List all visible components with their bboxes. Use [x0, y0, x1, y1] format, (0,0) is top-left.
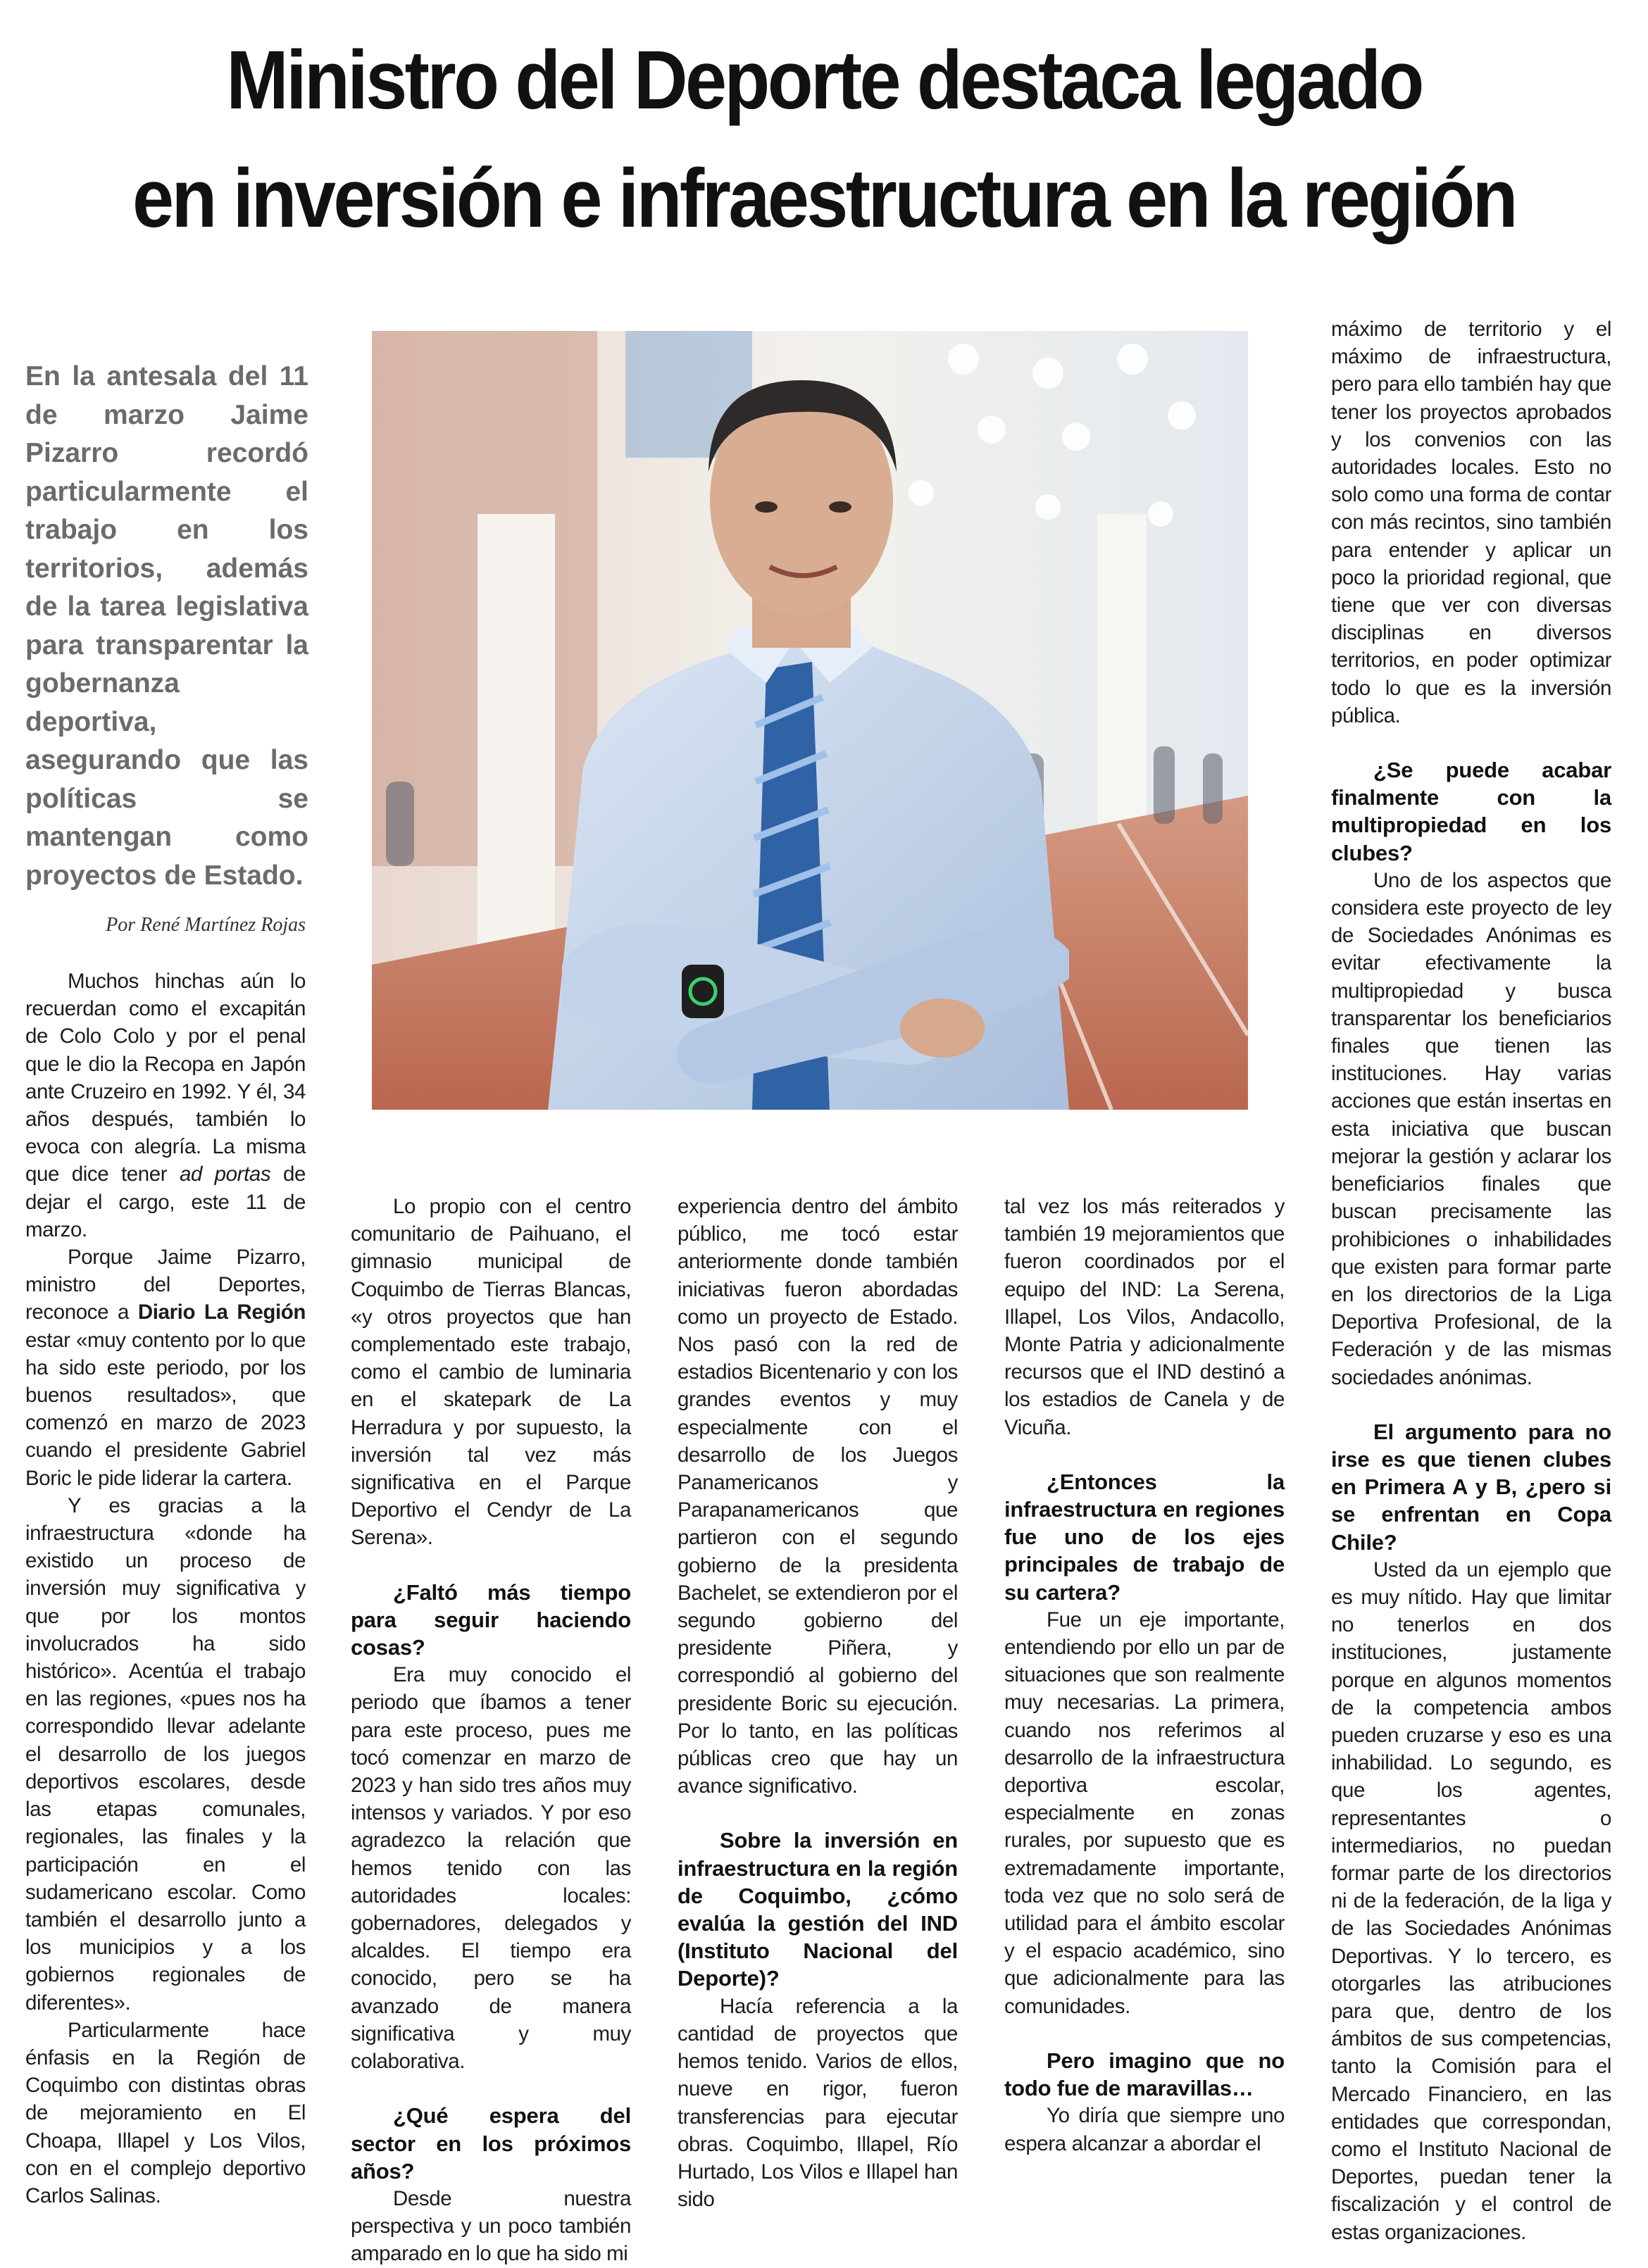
portrait-photo	[372, 331, 1248, 1110]
paragraph: Muchos hinchas aún lo recuerdan como el excapitán de Colo Colo y por el penal que le dio la Recopa en Japón ante Cruzeiro en 1992. Y él, 34 años después, también lo evoca con alegría. La misma que dice tener ad portas de dejar el cargo, este 11 de marzo.	[25, 970, 306, 1241]
paragraph: Lo propio con el centro comunitario de Paihuano, el gimnasio municipal de Coquimbo de Tierras Blancas, «y otros proyectos que han complementado este trabajo, como el cambio de luminaria en el skatepark de La Herradura y por supuesto, la inversión tal vez más significativa en el Parque Deportivo el Cendyr de La Serena».	[351, 1195, 631, 1550]
interview-answer-continued: máximo de territorio y el máximo de infraestructura, pero para ello también hay que tener los proyectos aprobados y los convenios con las autoridades locales. Esto no solo como una forma de contar con más recintos, sino también para entender y aplicar un poco la prioridad regional, que tiene que ver con diversas disciplinas en diversos territorios, en poder optimizar todo lo que es la inversión pública.	[1331, 318, 1611, 727]
interview-question: ¿Entonces la infraestructura en regiones fue uno de los ejes principales de trabajo de su cartera?	[1004, 1469, 1285, 1605]
headline-line-1: Ministro del Deporte destaca legado	[226, 34, 1422, 127]
portrait-illustration	[372, 331, 1248, 1110]
article-column-2	[351, 1193, 631, 2268]
interview-answer: Uno de los aspectos que considera este proyecto de ley de Sociedades Anónimas es evitar efectivamente la multipropiedad y busca transparentar los beneficiarios finales que tienen las instituciones. Hay varias acciones que están insertas en esta iniciativa que buscan mejorar la gestión y aclarar los beneficiarios finales que buscan precisamente las prohibiciones o inhabilidades que existen para formar parte en los directorios de la Liga Deportiva Profesional, de la Federación y de las mismas sociedades anónimas.	[1331, 868, 1611, 1389]
interview-answer: Fue un eje importante, entendiendo por ello un par de situaciones que son realmente muy necesarias. La primera, cuando nos referimos al desarrollo de la infraestructura deportiva escolar, especialmente en zonas rurales, por supuesto que es extremadamente importante, toda vez que no solo será de utilidad para el ámbito escolar y el espacio académico, sino que adicionalmente para las comunidades.	[1004, 1608, 1285, 2018]
article-column-1	[25, 967, 306, 2210]
interview-question: Pero imagino que no todo fue de maravillas…	[1004, 2048, 1285, 2101]
interview-answer: Yo diría que siempre uno espera alcanzar a abordar el	[1004, 2104, 1285, 2155]
interview-answer: Hacía referencia a la cantidad de proyectos que hemos tenido. Varios de ellos, nueve en rigor, fueron transferencias para ejecutar obras. Coquimbo, Illapel, Río Hurtado, Los Vilos e Illapel han sido	[678, 1994, 958, 2212]
interview-answer: Era muy conocido el periodo que íbamos a tener para este proceso, pues me tocó comenzar en marzo de 2023 y han sido tres años muy intensos y variados. Y por eso agradezco la relación que hemos tenido con las autoridades locales: gobernadores, delegados y alcaldes. El tiempo era conocido, pero se ha avanzado de manera significativa y muy colaborativa.	[351, 1663, 631, 2074]
interview-question: ¿Faltó más tiempo para seguir haciendo cosas?	[351, 1579, 631, 1660]
headline-line-2: en inversión e infraestructura en la región	[132, 152, 1516, 245]
paragraph: Particularmente hace énfasis en la Región de Coquimbo con distintas obras de mejoramiento en El Choapa, Illapel y Los Vilos, con en el complejo deportivo Carlos Salinas.	[25, 2018, 306, 2207]
headline	[108, 21, 1540, 258]
paragraph: Porque Jaime Pizarro, ministro del Deportes, reconoce a Diario La Región estar «muy contento por lo que ha sido este periodo, por los buenos resultados», que comenzó en marzo de 2023 cuando el presidente Gabriel Boric le pide liderar la cartera.	[25, 1246, 306, 1490]
interview-answer: Desde nuestra perspectiva y un poco también amparado en lo que ha sido mi	[351, 2186, 631, 2266]
article-column-4	[1004, 1193, 1285, 2157]
article-column-5	[1331, 315, 1611, 2246]
interview-question: ¿Qué espera del sector en los próximos años?	[351, 2103, 631, 2184]
interview-answer: Usted da un ejemplo que es muy nítido. Hay que limitar no tenerlos en dos instituciones, justamente porque en algunos momentos de la competencia ambos pueden cruzarse y eso es una inhabilidad. Lo segundo, es que los agentes, representantes o intermediarios, no puedan formar parte de los directorios ni de la federación, de la liga y de las Sociedades Anónimas Deportivas. Y lo tercero, es otorgarles las atribuciones para que, dentro de los ámbitos de sus competencias, tanto la Comisión para el Mercado Financiero, en las entidades que correspondan, como el Instituto Nacional de Deportes, puedan tener la fiscalización y el control de estas organizaciones.	[1331, 1558, 1611, 2244]
article-column-3	[678, 1193, 958, 2213]
interview-answer-continued: tal vez los más reiterados y también 19 mejoramientos que fueron coordinados por el equipo del IND: La Serena, Illapel, Los Vilos, Andacollo, Monte Patria y adicionalmente recursos que el IND destinó a los estadios de Canela y de Vicuña.	[1004, 1195, 1285, 1439]
lead-summary: En la antesala del 11 de marzo Jaime Pizarro recordó particularmente el trabajo en los territorios, además de la tarea legislativa para transparentar la gobernanza deportiva, asegurando que las políticas se mantengan como proyectos de Estado.	[25, 361, 308, 891]
interview-question: El argumento para no irse es que tienen clubes en Primera A y B, ¿pero si se enfrentan en Copa Chile?	[1331, 1419, 1611, 1555]
interview-answer-continued: experiencia dentro del ámbito público, me tocó estar anteriormente donde también iniciativas fueron abordadas como un proyecto de Estado. Nos pasó con la red de estadios Bicentenario y con los grandes eventos y muy especialmente con el desarrollo de los Juegos Panamericanos y Parapanamericanos que partieron con el segundo gobierno de la presidenta Bachelet, se extendieron por el segundo gobierno del presidente Piñera, y correspondió al gobierno del presidente Boric su ejecución. Por lo tanto, en las políticas públicas creo que hay un avance significativo.	[678, 1195, 958, 1798]
interview-question: Sobre la inversión en infraestructura en la región de Coquimbo, ¿cómo evalúa la gestión del IND (Instituto Nacional del Deporte)?	[678, 1828, 958, 1991]
interview-question: ¿Se puede acabar finalmente con la multipropiedad en los clubes?	[1331, 758, 1611, 865]
paragraph: Y es gracias a la infraestructura «donde ha existido un proceso de inversión muy significativa y que por los montos involucrados ha sido histórico». Acentúa el trabajo en las regiones, «pues nos ha correspondido llevar adelante el desarrollo de los juegos deportivos escolares, desde las etapas comunales, regionales, las finales y la participación en el sudamericano escolar. Como también el desarrollo junto a los municipios y a los gobiernos regionales de diferentes».	[25, 1493, 306, 2015]
byline: Por René Martínez Rojas	[106, 914, 306, 936]
